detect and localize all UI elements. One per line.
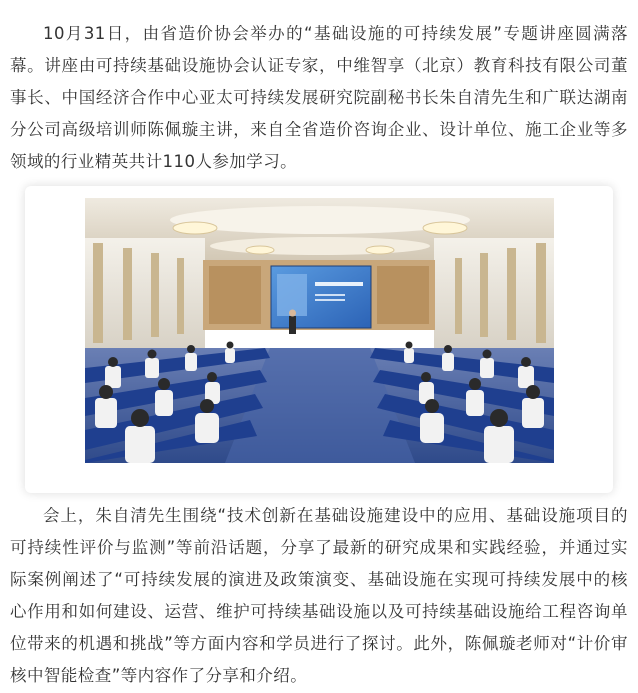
lecture-hall-photo xyxy=(85,198,554,463)
lecture-hall-illustration xyxy=(85,198,554,463)
intro-paragraph: 10月31日，由省造价协会举办的“基础设施的可持续发展”专题讲座圆满落幕。讲座由可持续基础设施协会认证专家，中维智享（北京）教育科技有限公司董事长、中国经济合作中心亚太可持续发展研究院副秘书长朱自清先生和广联达湖南分公司高级培训师陈佩璇主讲，来自全省造价咨询企业、设计单位、施工企业等多领域的行业精英共计110人参加学习。 xyxy=(10,24,628,171)
details-paragraph: 会上，朱自清先生围绕“技术创新在基础设施建设中的应用、基础设施项目的可持续性评价与监测”等前沿话题，分享了最新的研究成果和实践经验，并通过实际案例阐述了“可持续发展的演进及政策演变、基础设施在实现可持续发展中的核心作用和如何建设、运营、维护可持续基础设施以及可持续基础设施给工程咨询单位带来的机遇和挑战”等方面内容和学员进行了探讨。此外，陈佩璇老师对“计价审核中智能检查”等内容作了分享和介绍。 xyxy=(10,506,628,685)
photo-card xyxy=(25,186,613,493)
